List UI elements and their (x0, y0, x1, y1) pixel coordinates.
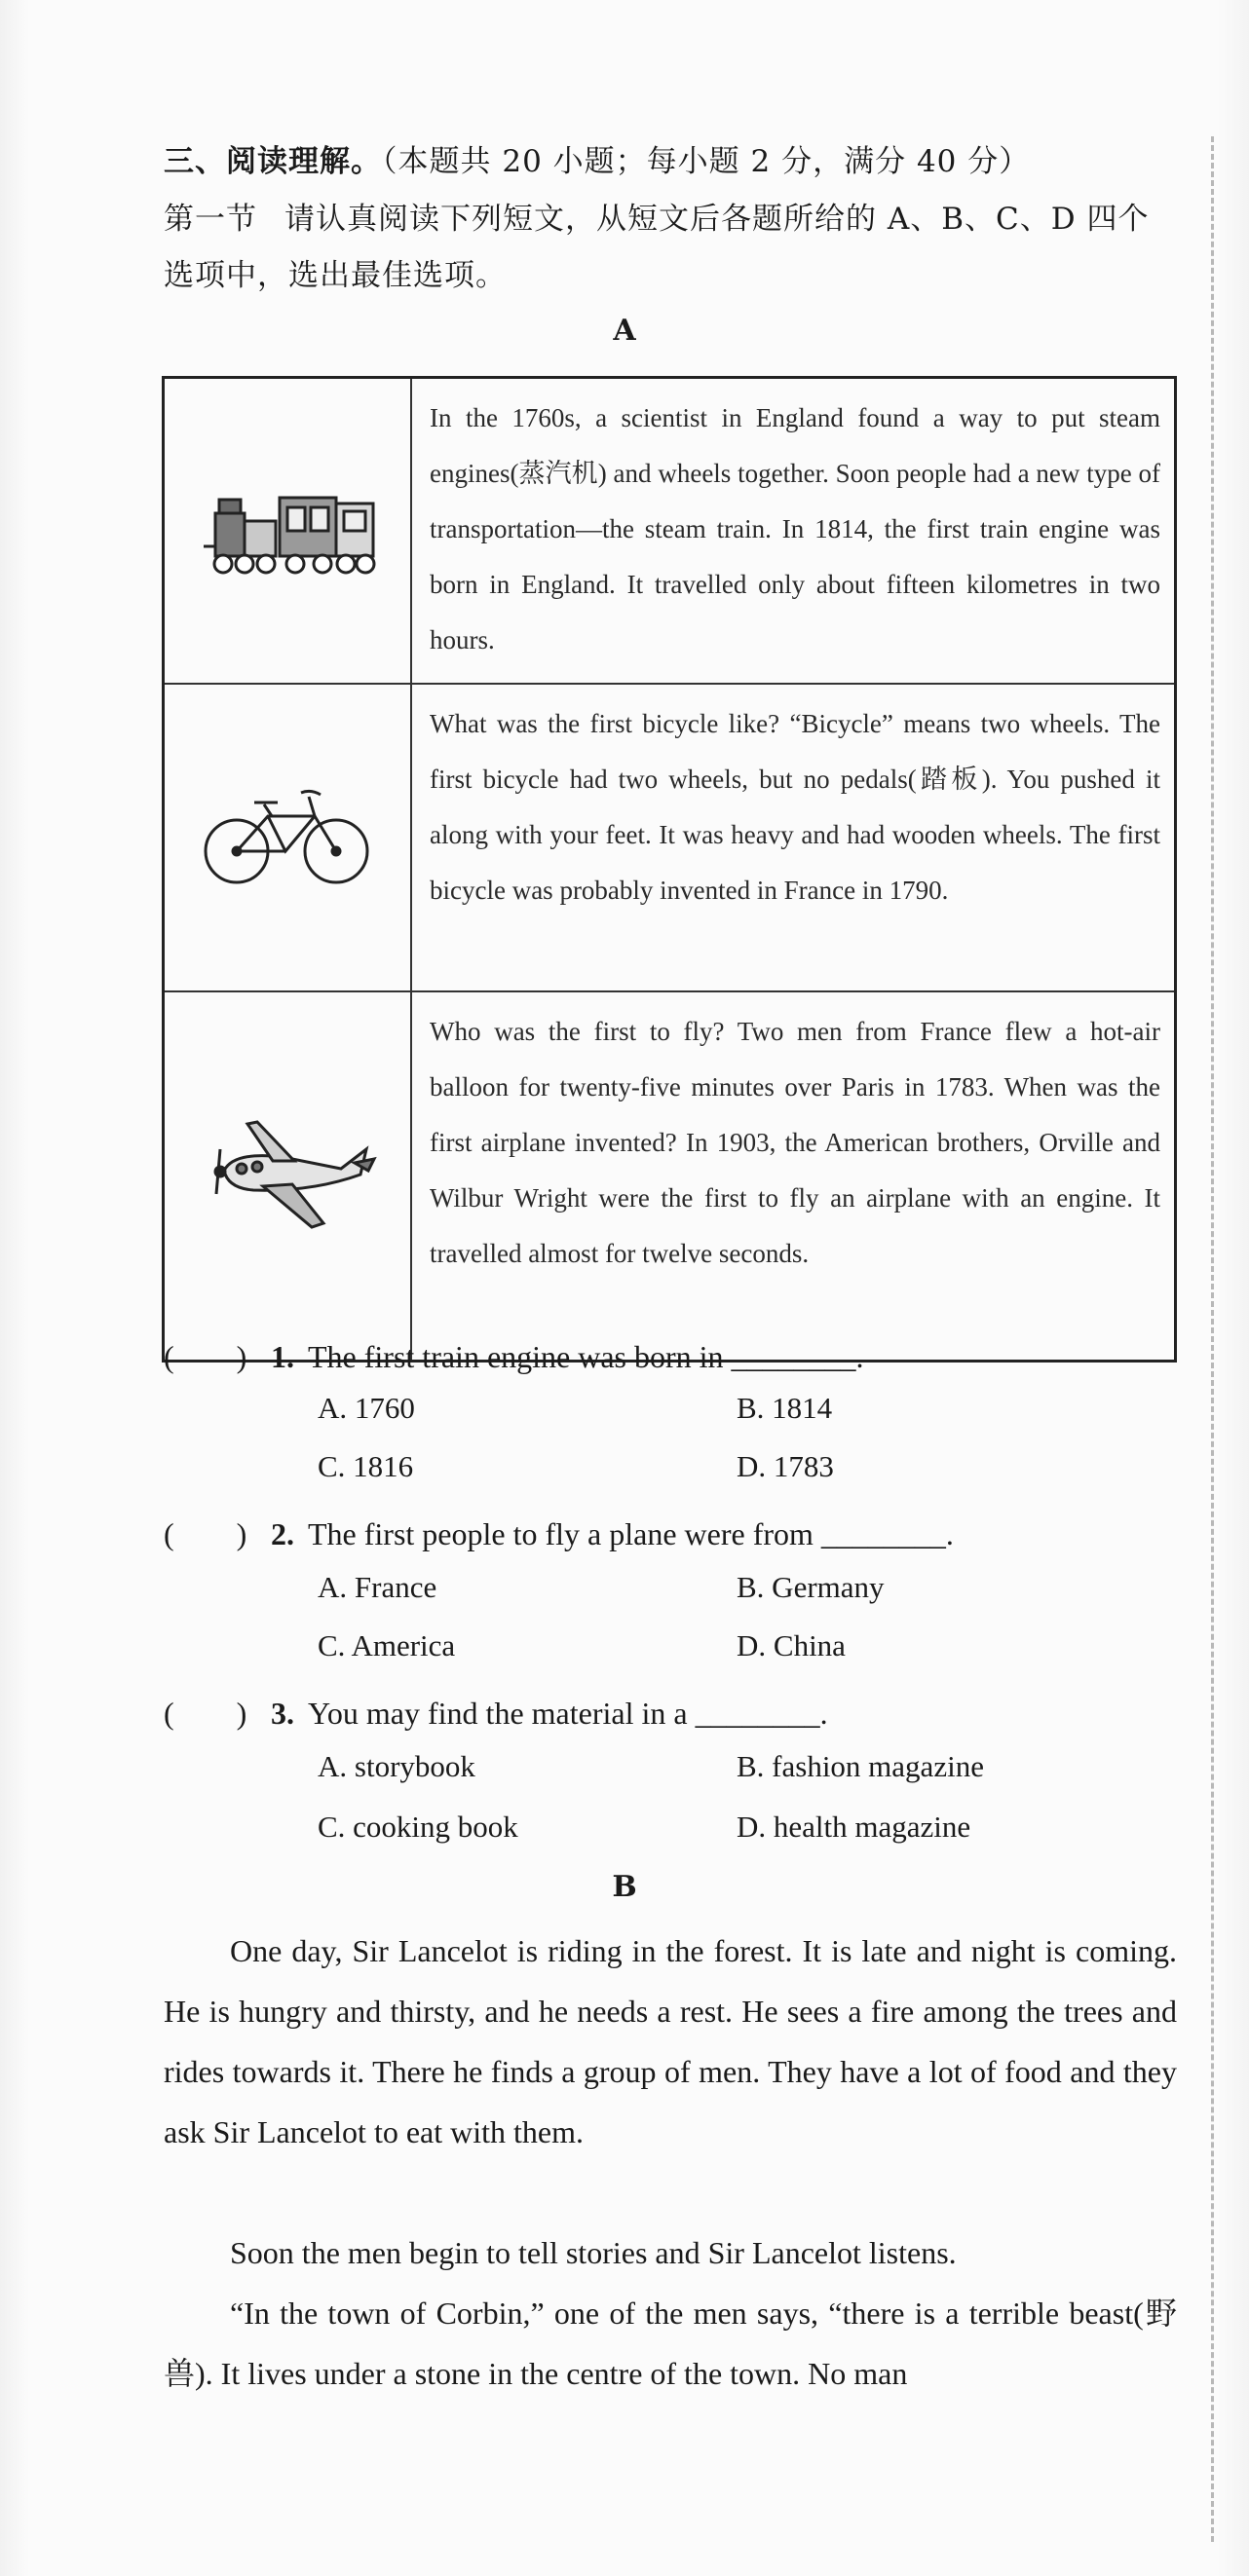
option-b: B. Germany (737, 1570, 885, 1604)
passage-b-paragraph-1: One day, Sir Lancelot is riding in the forest. It is late and night is coming. He is hungry and thirsty, and he needs a rest. He sees a fire among the trees and rides towards it. There he finds a group of men. They have a lot of food and they ask Sir Lancelot to eat with them. (164, 1933, 1177, 2149)
answer-blank[interactable]: ( ) (164, 1696, 247, 1731)
binding-cut-line (1211, 136, 1214, 2542)
option-c: C. America (318, 1628, 456, 1662)
question-3 (164, 1689, 828, 1734)
passage-a-text-2: What was the first bicycle like? “Bicycle” means two wheels. The first bicycle had two wheels, but no pedals(踏板). You pushed it along with your feet. It was heavy and had wooden wheels. The first bicycle was probably invented in France in 1790. (411, 684, 1176, 991)
question-stem: The first train engine was born in ________. (308, 1339, 864, 1374)
passage-b-label: B (612, 1870, 637, 1904)
airplane-icon (164, 991, 412, 1362)
question-1 (164, 1332, 864, 1377)
option-b: B. fashion magazine (737, 1749, 984, 1783)
table-row (164, 684, 1176, 991)
table-row (164, 378, 1176, 685)
answer-blank[interactable]: ( ) (164, 1339, 247, 1374)
passage-b-paragraph-2: Soon the men begin to tell stories and Sir Lancelot listens. (230, 2235, 957, 2270)
question-number: 2. (271, 1516, 294, 1551)
steam-train-icon (164, 378, 412, 685)
bicycle-icon (164, 684, 412, 991)
table-row (164, 991, 1176, 1362)
question-2 (164, 1510, 954, 1554)
option-a: A. France (318, 1570, 437, 1604)
passage-a-table (162, 376, 1177, 1363)
instruction-text: 请认真阅读下列短文，从短文后各题所给的 A、B、C、D 四个选项中，选出最佳选项。 (164, 202, 1150, 293)
instruction-part: 第一节 (164, 202, 257, 237)
option-d: D. China (737, 1628, 846, 1662)
passage-b-paragraph-3: “In the town of Corbin,” one of the men says, “there is a terrible beast(野兽). It lives under a stone in the centre of the town. No man (164, 2296, 1177, 2391)
question-number: 1. (271, 1339, 294, 1374)
passage-a-text-3: Who was the first to fly? Two men from France flew a hot-air balloon for twenty-five minutes over Paris in 1783. When was the first airplane invented? In 1903, the American brothers, Orville and Wilbur Wright were the first to fly an airplane with an engine. It travelled almost for twelve seconds. (411, 991, 1176, 1362)
option-d: D. health magazine (737, 1810, 971, 1844)
option-a: A. storybook (318, 1749, 475, 1783)
option-c: C. cooking book (318, 1810, 518, 1844)
answer-blank[interactable]: ( ) (164, 1516, 247, 1551)
option-d: D. 1783 (737, 1449, 834, 1483)
question-stem: The first people to fly a plane were from ________. (308, 1516, 954, 1551)
option-a: A. 1760 (318, 1391, 415, 1425)
instruction (164, 191, 1177, 304)
passage-a-label: A (613, 314, 636, 348)
question-number: 3. (271, 1696, 294, 1731)
option-c: C. 1816 (318, 1449, 414, 1483)
question-stem: You may find the material in a ________. (308, 1696, 828, 1731)
section-heading (164, 136, 1030, 180)
passage-a-text-1: In the 1760s, a scientist in England found a way to put steam engines(蒸汽机) and wheels together. Soon people had a new type of transportation—the steam train. In 1814, the first train engine was born in England. It travelled only about fifteen kilometres in two hours. (411, 378, 1176, 685)
section-score-note: （本题共 20 小题；每小题 2 分，满分 40 分） (382, 144, 1031, 179)
section-title: 三、阅读理解。 (164, 144, 382, 179)
option-b: B. 1814 (737, 1391, 833, 1425)
